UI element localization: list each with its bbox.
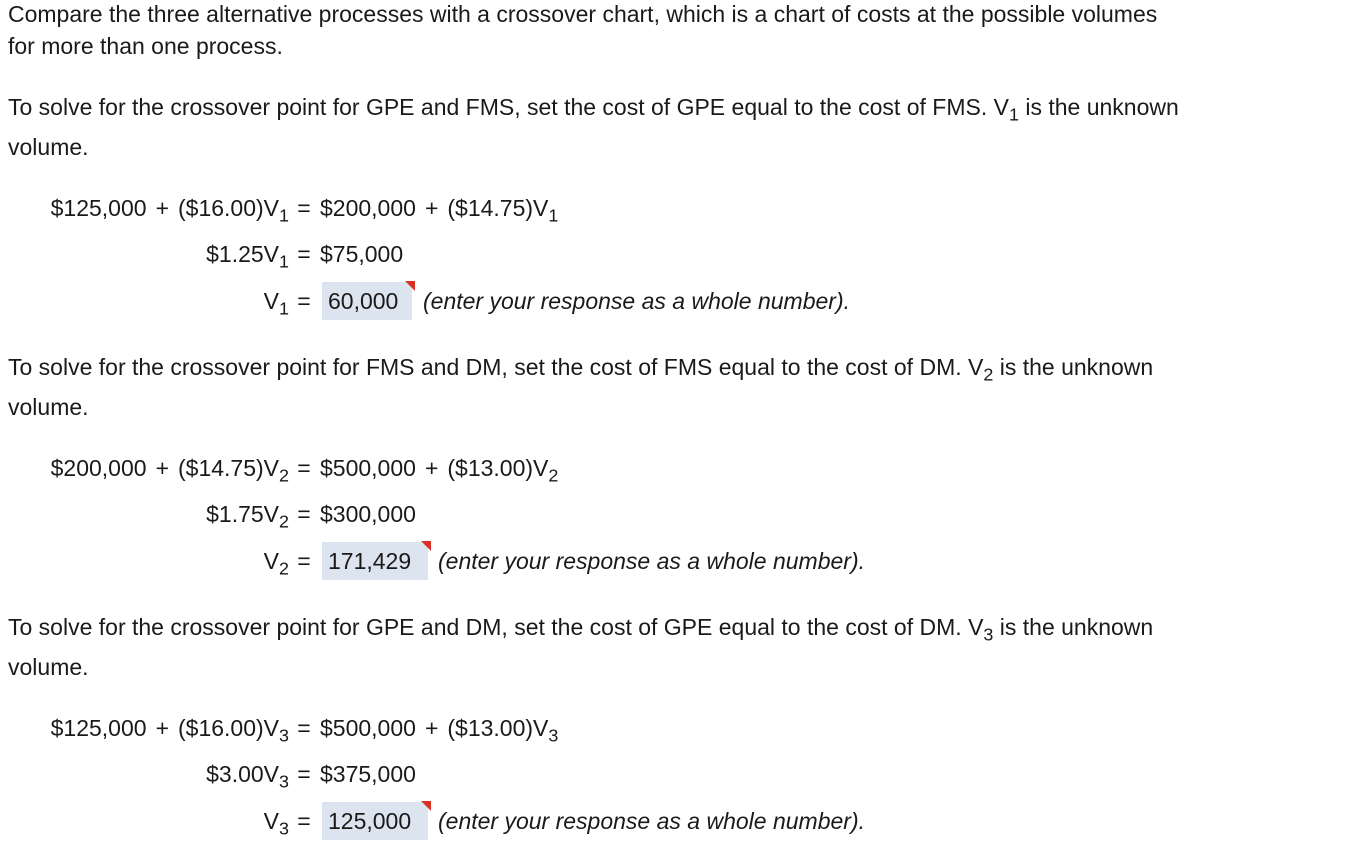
section-text-line-2: volume.: [8, 134, 89, 160]
section-text-line-2: volume.: [8, 394, 89, 420]
plus-sign: +: [155, 715, 169, 741]
equation-rhs: $300,000: [320, 501, 416, 527]
lhs-term-a: $125,000: [50, 715, 147, 741]
equation-lhs: [206, 755, 289, 793]
equation-2-row-1: [0, 449, 1350, 487]
equation-lhs: [206, 235, 289, 273]
variable: V: [993, 94, 1009, 120]
section-text-tail: is the unknown: [1018, 94, 1179, 120]
rhs-term-a: $200,000: [320, 195, 416, 221]
answer-instructions: (enter your response as a whole number).: [438, 808, 865, 834]
answer-instructions: (enter your response as a whole number).: [438, 548, 865, 574]
equals-sign: =: [297, 195, 311, 221]
equation-1-row-1: [0, 189, 1350, 227]
equation-lhs: [51, 709, 289, 747]
equation-1-row-3: [0, 282, 1350, 320]
section-text-line-2: volume.: [8, 654, 89, 680]
plus-sign: +: [155, 455, 169, 481]
equation-rhs: [320, 189, 558, 227]
rhs-term-b: ($13.00)V: [447, 455, 549, 481]
equals-sign: =: [297, 808, 311, 834]
variable-subscript: 1: [1008, 104, 1019, 125]
rhs-term-b: ($14.75)V: [447, 195, 549, 221]
lhs-subscript: 2: [279, 558, 289, 579]
lhs-subscript: 3: [279, 725, 289, 746]
answer-value: 60,000: [328, 288, 399, 314]
equals-sign: =: [297, 715, 311, 741]
rhs-term-b: ($13.00)V: [447, 715, 549, 741]
lhs-term-b: ($16.00)V: [178, 715, 280, 741]
intro-line-2: for more than one process.: [8, 33, 283, 59]
rhs-term-a: $500,000: [320, 715, 416, 741]
answer-value: 171,429: [328, 548, 412, 574]
plus-sign: +: [424, 715, 439, 741]
lhs-subscript: 1: [279, 298, 289, 319]
lhs-subscript: 2: [279, 465, 289, 486]
equals-sign: =: [297, 548, 311, 574]
lhs-term: V: [263, 288, 280, 314]
lhs-term-a: $125,000: [50, 195, 147, 221]
answer-field-v1[interactable]: [322, 282, 412, 320]
section-text-tail: is the unknown: [993, 354, 1154, 380]
lhs-subscript: 3: [279, 771, 289, 792]
answer-field-v2[interactable]: [322, 542, 428, 580]
section-1-instructions: [8, 87, 1338, 167]
rhs-subscript: 3: [548, 725, 559, 746]
flag-icon: [421, 801, 431, 811]
equation-lhs: [51, 189, 289, 227]
section-3-instructions: [8, 607, 1338, 687]
lhs-term: V: [263, 808, 280, 834]
equation-lhs: [51, 449, 289, 487]
lhs-term-b: ($14.75)V: [178, 455, 280, 481]
lhs-subscript: 1: [279, 251, 289, 272]
intro-line-1: Compare the three alternative processes with a crossover chart, which is a chart of costs at the possible volumes: [8, 1, 1158, 27]
equals-sign: =: [297, 288, 311, 314]
lhs-term: V: [263, 548, 280, 574]
section-text: To solve for the crossover point for FMS and DM, set the cost of FMS equal to the cost of DM.: [8, 354, 969, 380]
rhs-subscript: 1: [548, 205, 559, 226]
lhs-term-b: ($16.00)V: [178, 195, 280, 221]
lhs-subscript: 3: [279, 818, 289, 839]
answer-instructions: (enter your response as a whole number).: [423, 288, 850, 314]
equation-lhs: [264, 542, 289, 580]
equals-sign: =: [297, 761, 311, 787]
lhs-term: $3.00V: [206, 761, 280, 787]
section-text: To solve for the crossover point for GPE and FMS, set the cost of GPE equal to the cost of FMS.: [8, 94, 994, 120]
plus-sign: +: [424, 195, 439, 221]
equation-3-row-1: [0, 709, 1350, 747]
section-2-instructions: [8, 347, 1338, 427]
lhs-term: $1.25V: [206, 241, 280, 267]
rhs-subscript: 2: [548, 465, 559, 486]
equation-1-row-2: [0, 235, 1350, 273]
rhs-term-a: $500,000: [320, 455, 416, 481]
equals-sign: =: [297, 455, 311, 481]
answer-value: 125,000: [328, 808, 412, 834]
answer-field-v3[interactable]: [322, 802, 428, 840]
equals-sign: =: [297, 241, 311, 267]
lhs-subscript: 2: [279, 511, 289, 532]
equation-2-row-3: [0, 542, 1350, 580]
equation-lhs: [264, 802, 289, 840]
equation-rhs: $375,000: [320, 761, 416, 787]
section-text-tail: is the unknown: [993, 614, 1154, 640]
variable: V: [968, 354, 984, 380]
plus-sign: +: [155, 195, 169, 221]
equation-rhs: [320, 709, 558, 747]
equation-3-row-3: [0, 802, 1350, 840]
equation-lhs: [206, 495, 289, 533]
section-text: To solve for the crossover point for GPE and DM, set the cost of GPE equal to the cost of DM.: [8, 614, 969, 640]
equation-rhs: [320, 449, 558, 487]
flag-icon: [405, 281, 415, 291]
variable-subscript: 3: [983, 624, 994, 645]
variable: V: [968, 614, 984, 640]
lhs-subscript: 1: [279, 205, 289, 226]
equation-3-row-2: [0, 755, 1350, 793]
lhs-term: $1.75V: [206, 501, 280, 527]
intro-text: [8, 0, 1338, 62]
equation-2-row-2: [0, 495, 1350, 533]
equation-rhs: $75,000: [320, 241, 404, 267]
equation-lhs: [264, 282, 289, 320]
lhs-term-a: $200,000: [50, 455, 147, 481]
plus-sign: +: [424, 455, 439, 481]
equals-sign: =: [297, 501, 311, 527]
variable-subscript: 2: [983, 364, 994, 385]
flag-icon: [421, 541, 431, 551]
